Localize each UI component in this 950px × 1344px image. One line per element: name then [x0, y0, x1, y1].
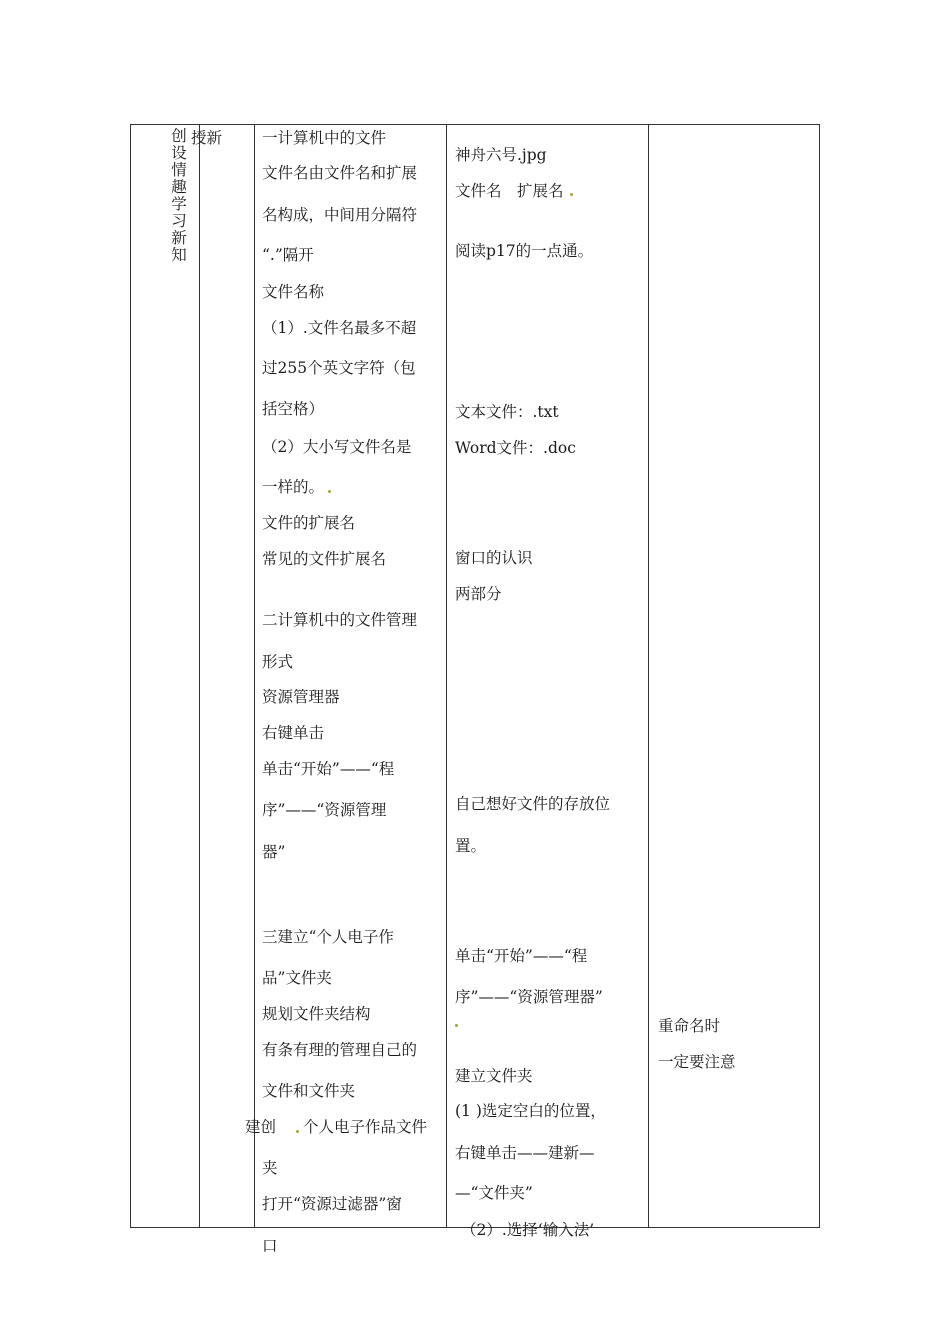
- artifact-dot: [570, 193, 573, 196]
- activity-line: Word文件：.doc: [455, 439, 576, 457]
- artifact-dot: [455, 1024, 458, 1027]
- activity-line: 右键单击——建新—: [455, 1144, 595, 1162]
- activity-line: （2）.选择‘输入法’: [461, 1221, 595, 1239]
- activity-line: 单击“开始”——“程: [455, 947, 588, 965]
- table-left-border: [130, 124, 131, 1228]
- content-line: 有条有理的管理自己的: [262, 1041, 418, 1059]
- content-line: 文件名由文件名和扩展: [262, 164, 418, 182]
- content-line: 一计算机中的文件: [262, 129, 387, 147]
- artifact-dot: [328, 490, 331, 493]
- activity-line: 序”——“资源管理器”: [455, 988, 603, 1006]
- activity-line: 两部分: [455, 585, 502, 603]
- content-line: 品”文件夹: [262, 969, 332, 987]
- content-line: 常见的文件扩展名: [262, 550, 387, 568]
- note-line: 一定要注意: [658, 1053, 736, 1071]
- stage-label-vertical: [170, 128, 188, 264]
- activity-line: —“文件夹”: [455, 1184, 533, 1202]
- teaching-step-label: 授新: [191, 129, 223, 147]
- stage-label-char: 知: [171, 246, 187, 264]
- column-divider-2: [254, 124, 255, 1228]
- content-line: 器”: [262, 843, 286, 861]
- activity-line: 建立文件夹: [455, 1067, 533, 1085]
- content-line: “.”隔开: [262, 246, 314, 264]
- column-divider-4: [648, 124, 649, 1228]
- content-line: 打开“资源过滤器”窗: [262, 1195, 402, 1213]
- content-line: 资源管理器: [262, 688, 340, 706]
- activity-line: 窗口的认识: [455, 549, 533, 567]
- activity-line: 文件名 扩展名: [455, 182, 564, 200]
- artifact-dot: [296, 1130, 299, 1133]
- content-line: （1）.文件名最多不超: [262, 319, 417, 337]
- content-line: 名构成，中间用分隔符: [262, 206, 418, 224]
- content-line: 个人电子作品文件: [303, 1118, 428, 1136]
- activity-line: 置。: [455, 837, 487, 855]
- note-line: 重命名时: [658, 1017, 721, 1035]
- content-line: 夹: [262, 1159, 278, 1177]
- content-line: 形式: [262, 653, 294, 671]
- column-divider-3: [446, 124, 447, 1228]
- content-line: 规划文件夹结构: [262, 1005, 371, 1023]
- content-line: 过255个英文字符（包: [262, 359, 416, 377]
- content-line: 一样的。: [262, 478, 325, 496]
- activity-line: 阅读p17的一点通。: [455, 242, 594, 260]
- stage-label-char: 情: [171, 161, 187, 179]
- activity-line: (1 )选定空白的位置，: [455, 1102, 606, 1120]
- content-line: 文件和文件夹: [262, 1082, 356, 1100]
- activity-line: 自己想好文件的存放位: [455, 795, 611, 813]
- content-line: 文件的扩展名: [262, 514, 356, 532]
- content-line: 二计算机中的文件管理: [262, 611, 418, 629]
- content-line: 序”——“资源管理: [262, 801, 387, 819]
- stage-label-char: 创: [171, 127, 187, 145]
- table-right-border: [819, 124, 820, 1228]
- content-line: 右键单击: [262, 724, 325, 742]
- content-line: 单击“开始”——“程: [262, 760, 395, 778]
- stage-label-char: 学: [171, 195, 187, 213]
- content-line: 括空格）: [262, 400, 325, 418]
- activity-line: 文本文件：.txt: [455, 403, 559, 421]
- content-line: 三建立“个人电子作: [262, 928, 394, 946]
- column-divider-1: [199, 124, 200, 1228]
- stage-label-char: 趣: [171, 178, 187, 196]
- content-line: （2）大小写文件名是: [262, 438, 412, 456]
- table-top-border: [130, 124, 820, 125]
- teaching-step-side-label: 建创: [245, 1118, 277, 1136]
- stage-label-char: 设: [171, 144, 187, 162]
- stage-label-char: 习: [171, 212, 187, 230]
- stage-label-char: 新: [171, 229, 187, 247]
- activity-line: 神舟六号.jpg: [455, 146, 547, 164]
- content-line: 文件名称: [262, 283, 325, 301]
- content-line: 口: [262, 1237, 278, 1255]
